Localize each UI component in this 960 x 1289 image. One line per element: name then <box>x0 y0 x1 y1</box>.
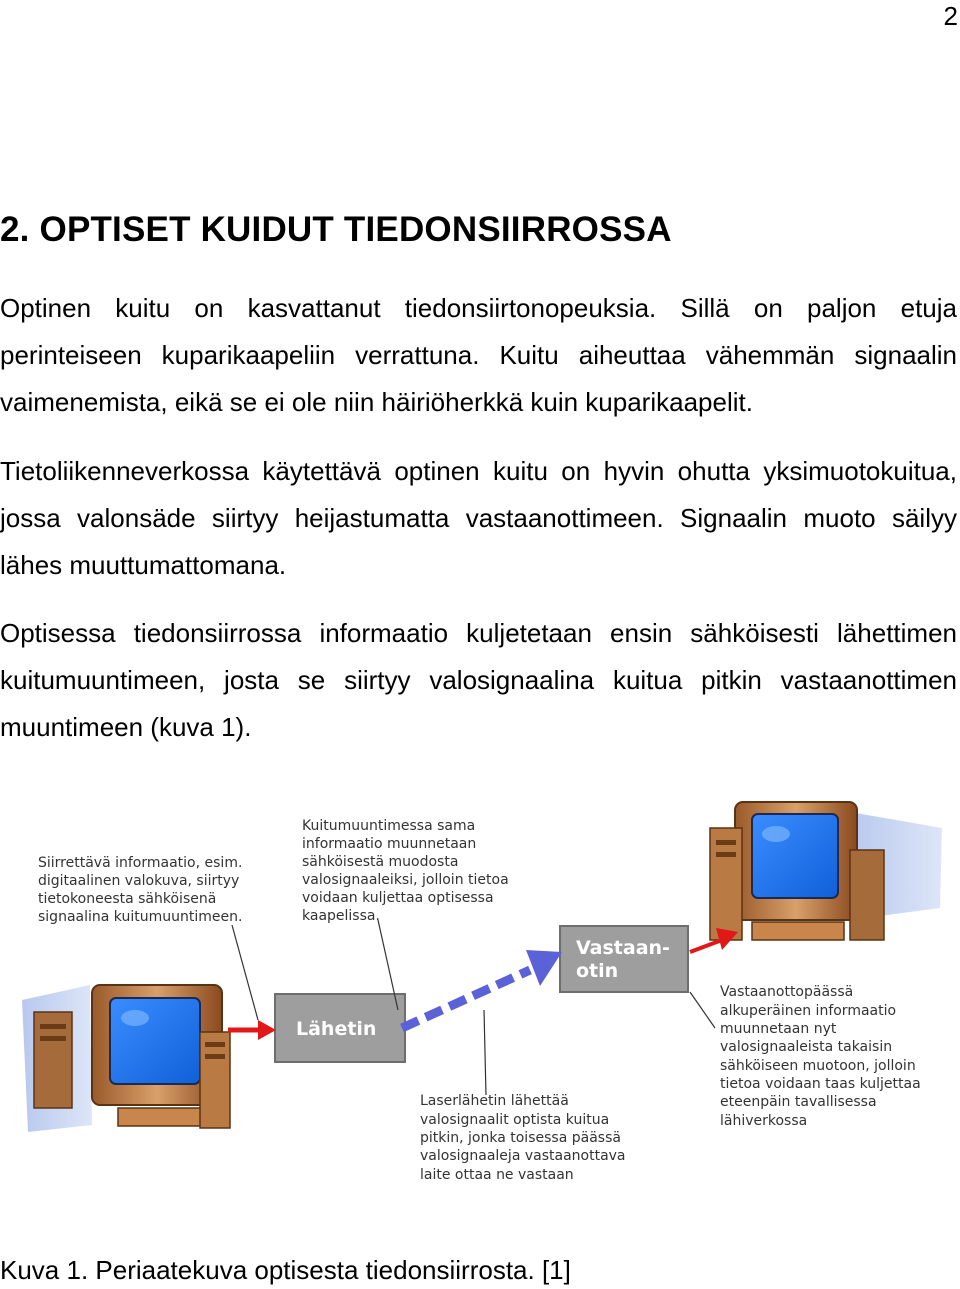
page-number: 2 <box>943 1 958 31</box>
section-heading: 2. OPTISET KUIDUT TIEDONSIIRROSSA <box>0 210 672 249</box>
receiver-box-label-line1: Vastaan- <box>576 937 670 959</box>
svg-text:eteenpäin tavallisessa: eteenpäin tavallisessa <box>720 1094 877 1110</box>
svg-text:tietokoneesta sähköisenä: tietokoneesta sähköisenä <box>38 891 217 907</box>
svg-text:valosignaaleista takaisin: valosignaaleista takaisin <box>720 1039 893 1055</box>
receiver-box-label-line2: otin <box>576 960 619 982</box>
svg-text:Siirrettävä informaatio, esim.: Siirrettävä informaatio, esim. <box>38 855 243 871</box>
svg-text:valosignaaleja vastaanottava: valosignaaleja vastaanottava <box>420 1148 626 1164</box>
sender-box-label: Lähetin <box>296 1018 377 1040</box>
connector-line <box>690 992 715 1028</box>
destination-computer-icon <box>710 802 942 940</box>
electrical-signal-arrow-icon <box>228 1020 276 1040</box>
note-laser-transmitter <box>420 1093 626 1183</box>
svg-text:sähköiseen muotoon, jolloin: sähköiseen muotoon, jolloin <box>720 1058 916 1074</box>
svg-text:Vastaanottopäässä: Vastaanottopäässä <box>720 984 854 1000</box>
svg-text:voidaan kuljettaa optisessa: voidaan kuljettaa optisessa <box>302 890 494 906</box>
paragraph-optical-transmission: Optisessa tiedonsiirrossa informaatio kuljetetaan ensin sähköisesti lähettimen kuitumuuntimeen, josta se siirtyy valosignaalina kuitua pitkin vastaanottimen muuntimeen (kuva 1). <box>0 618 957 742</box>
svg-text:muunnetaan nyt: muunnetaan nyt <box>720 1021 837 1037</box>
note-receiver-end <box>720 984 921 1129</box>
svg-text:sähköisestä muodosta: sähköisestä muodosta <box>302 854 459 870</box>
svg-text:Kuitumuuntimessa sama: Kuitumuuntimessa sama <box>302 818 476 834</box>
svg-text:laite ottaa ne vastaan: laite ottaa ne vastaan <box>420 1167 574 1183</box>
svg-text:Laserlähetin lähettää: Laserlähetin lähettää <box>420 1093 569 1109</box>
svg-text:tietoa voidaan taas kuljettaa: tietoa voidaan taas kuljettaa <box>720 1076 921 1092</box>
optical-signal-arrow-icon <box>402 950 562 1028</box>
sender-box <box>275 994 405 1062</box>
connector-line <box>484 1010 486 1095</box>
svg-text:kaapelissa.: kaapelissa. <box>302 908 380 924</box>
connector-line <box>232 925 258 1020</box>
paragraph-single-mode-fiber: Tietoliikenneverkossa käytettävä optinen kuitu on hyvin ohutta yksimuotokuitua, jossa valonsäde siirtyy heijastumatta vastaanottimeen. Signaalin muoto säilyy lähes muuttumattomana. <box>0 456 957 580</box>
svg-text:signaalina kuitumuuntimeen.: signaalina kuitumuuntimeen. <box>38 909 243 925</box>
note-source-information <box>38 855 242 925</box>
svg-text:lähiverkossa: lähiverkossa <box>720 1113 808 1129</box>
svg-text:valosignaalit optista kuitua: valosignaalit optista kuitua <box>420 1112 610 1128</box>
optical-transmission-figure <box>0 780 960 1210</box>
svg-text:pitkin, jonka toisessa päässä: pitkin, jonka toisessa päässä <box>420 1130 621 1146</box>
svg-text:valosignaaleiksi, jolloin tiet: valosignaaleiksi, jolloin tietoa <box>302 872 509 888</box>
receiver-box <box>560 926 688 992</box>
figure-caption: Kuva 1. Periaatekuva optisesta tiedonsiirrosta. [1] <box>0 1255 571 1285</box>
paragraph-optical-fiber-benefits: Optinen kuitu on kasvattanut tiedonsiirtonopeuksia. Sillä on paljon etuja perinteiseen kuparikaapeliin verrattuna. Kuitu aiheuttaa vähemmän signaalin vaimenemista, eikä se ei ole niin häiriöherkkä kuin kuparikaapelit. <box>0 293 957 417</box>
svg-text:alkuperäinen informaatio: alkuperäinen informaatio <box>720 1003 897 1019</box>
svg-text:informaatio muunnetaan: informaatio muunnetaan <box>302 836 477 852</box>
note-fiber-converter <box>302 818 509 924</box>
svg-text:digitaalinen valokuva, siirtyy: digitaalinen valokuva, siirtyy <box>38 873 240 889</box>
source-computer-icon <box>22 985 230 1132</box>
